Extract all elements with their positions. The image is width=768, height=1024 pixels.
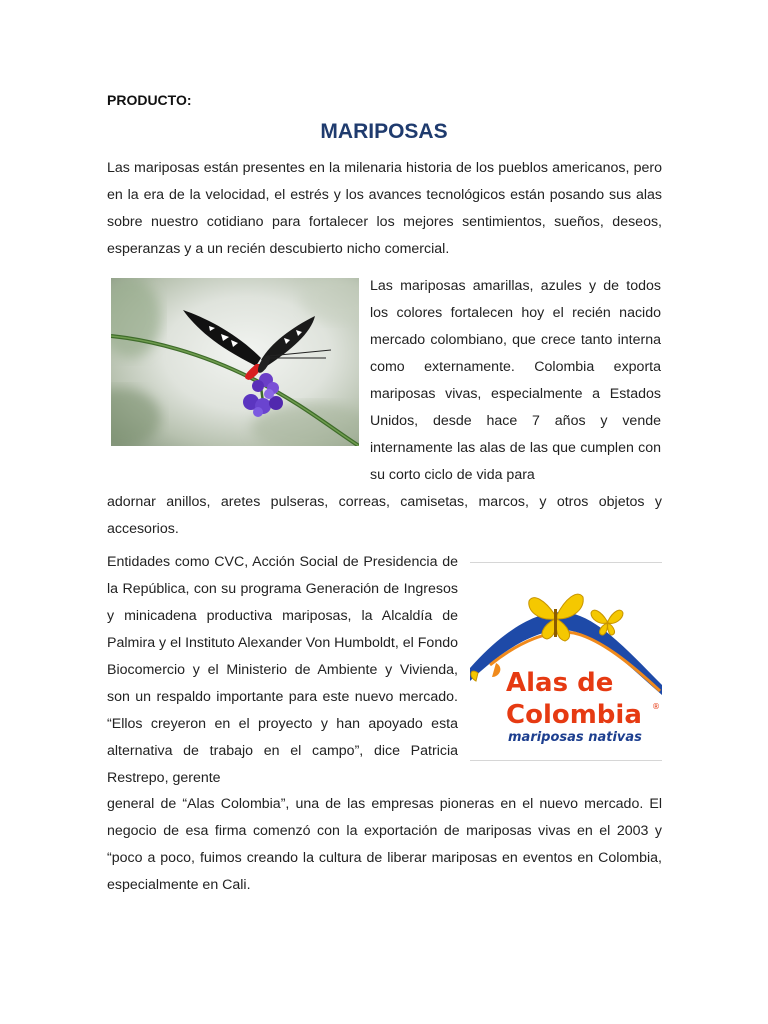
logo-line2: Colombia xyxy=(506,700,642,730)
section-label: PRODUCTO: xyxy=(107,92,192,108)
butterfly-photo xyxy=(111,278,359,446)
butterfly-photo-graphic xyxy=(111,278,359,446)
logo-graphic xyxy=(470,563,662,760)
alas-de-colombia-logo xyxy=(470,562,662,761)
logo-line1: Alas de xyxy=(506,668,614,698)
paragraph-intro: Las mariposas están presentes en la milenaria historia de los pueblos americanos, pero en la era de la velocidad, el estrés y los avances tecnológicos están posando sus alas sobre nuestro cotidiano para fortalecer los mejores sentimientos, sueños, deseos, esperanzas y a un recién descubierto nicho comercial. xyxy=(107,160,662,257)
logo-registered: ® xyxy=(652,702,660,711)
paragraph-colors: Las mariposas amarillas, azules y de todos los colores fortalecen hoy el recién nacido mercado colombiano, que crece tanto interna como externamente. Colombia exporta mariposas vivas, especialmente a Estados Unidos, desde hace 7 años y vende internamente las alas de las que cumplen con su corto ciclo de vida para xyxy=(370,278,661,483)
paragraph-colors-continued: adornar anillos, aretes pulseras, correas, camisetas, marcos, y otros objetos y accesorios. xyxy=(107,494,662,537)
paragraph-entities: Entidades como CVC, Acción Social de Presidencia de la República, con su programa Generación de Ingresos y minicadena productiva mariposas, la Alcaldía de Palmira y el Instituto Alexander Von Humboldt, el Fondo Biocomercio y el Ministerio de Ambiente y Vivienda, son un respaldo importante para este nuevo mercado. “Ellos creyeron en el proyecto y han apoyado esta alternativa de trabajo en el campo”, dice Patricia Restrepo, gerente xyxy=(107,554,458,786)
logo-tagline: mariposas nativas xyxy=(508,730,642,745)
page-title: MARIPOSAS xyxy=(320,120,448,143)
paragraph-company: general de “Alas Colombia”, una de las empresas pioneras en el nuevo mercado. El negocio de esa firma comenzó con la exportación de mariposas vivas en el 2003 y “poco a poco, fuimos creando la cultura de liberar mariposas en eventos en Colombia, especialmente en Cali. xyxy=(107,796,662,893)
